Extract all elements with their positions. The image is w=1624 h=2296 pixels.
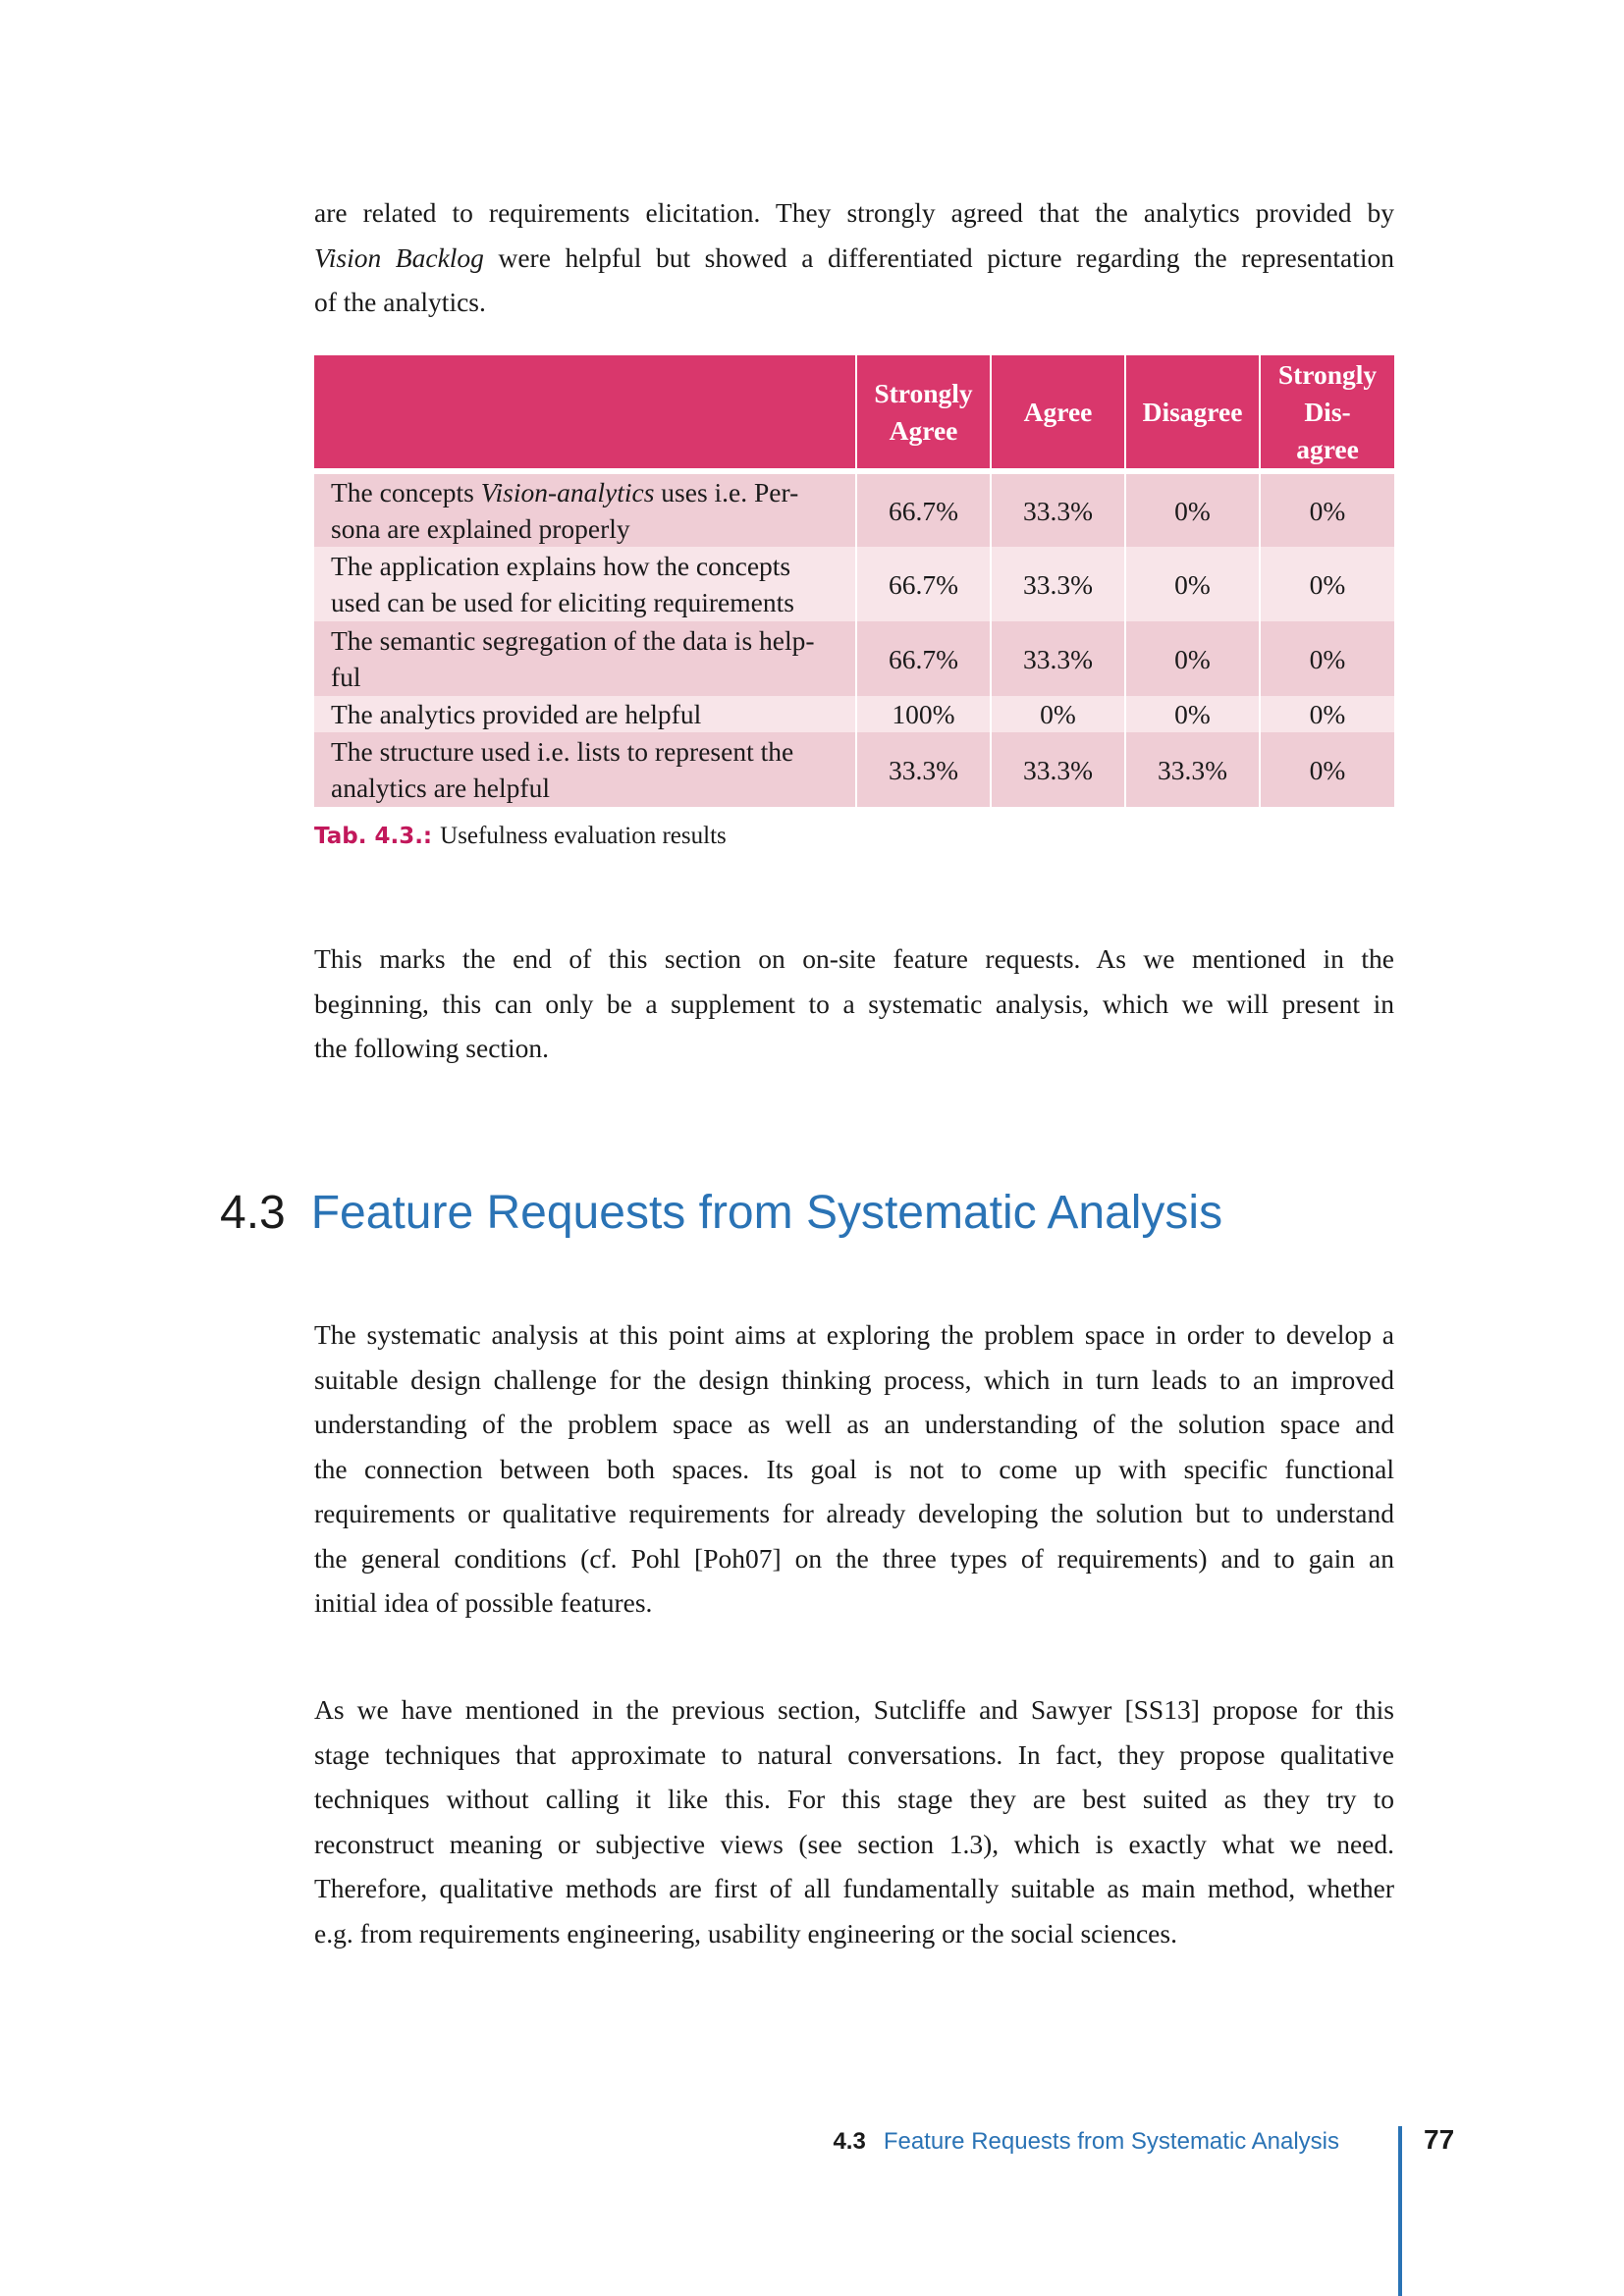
intro-line-2 (314, 236, 1394, 281)
cell-agree: 33.3% (991, 732, 1125, 807)
intro-emphasis: Vision Backlog (314, 241, 484, 273)
section-heading (220, 1184, 1222, 1243)
cell-agree: 33.3% (991, 547, 1125, 621)
header-disagree: Disagree (1125, 355, 1260, 471)
usefulness-table (314, 355, 1394, 807)
header-strongly-disagree: Strongly Dis- agree (1260, 355, 1394, 471)
cell-strongly-disagree: 0% (1260, 621, 1394, 696)
row-statement: The concepts Vision-analytics uses i.e. Per- sona are explained properly (314, 471, 856, 547)
paragraph-line: Therefore, qualitative methods are first of all fundamentally suitable as main method, whether (314, 1873, 1394, 1903)
intro-line-2-rest: were helpful but showed a differentiated picture regarding the representation (483, 241, 1395, 273)
table-row (314, 696, 1394, 732)
row-statement: The analytics provided are helpful (314, 696, 856, 732)
table-row (314, 471, 1394, 547)
paragraph-line: beginning, this can only be a supplement to a systematic analysis, which we will present in (314, 988, 1394, 1019)
paragraph-line: stage techniques that approximate to natural conversations. In fact, they propose qualitative (314, 1738, 1394, 1770)
row-statement: The application explains how the concepts used can be used for eliciting requirements (314, 547, 856, 621)
paragraph-line: The systematic analysis at this point aims at exploring the problem space in order to develop a (314, 1319, 1394, 1350)
cell-strongly-disagree: 0% (1260, 471, 1394, 547)
closing-paragraph (314, 936, 1394, 1071)
header-strongly-agree: Strongly Agree (856, 355, 991, 471)
cell-strongly-agree: 66.7% (856, 471, 991, 547)
paragraph-line: understanding of the problem space as well as an understanding of the solution space and (314, 1409, 1394, 1439)
cell-disagree: 33.3% (1125, 732, 1260, 807)
footer-section-number: 4.3 (833, 2128, 866, 2155)
paragraph-line: techniques without calling it like this. For this stage they are best suited as they try to (314, 1784, 1394, 1814)
table-header-row (314, 355, 1394, 471)
header-blank (314, 355, 856, 471)
table-row (314, 621, 1394, 696)
cell-agree: 0% (991, 696, 1125, 732)
footer-divider (1398, 2126, 1402, 2296)
paragraph-line: the following section. (314, 1033, 550, 1063)
systematic-analysis-paragraph (314, 1312, 1394, 1626)
running-footer (550, 2126, 1339, 2158)
cell-disagree: 0% (1125, 621, 1260, 696)
caption-text: Usefulness evaluation results (440, 823, 727, 849)
intro-line-1: are related to requirements elicitation. They strongly agreed that the analytics provided by (314, 197, 1394, 228)
cell-strongly-disagree: 0% (1260, 547, 1394, 621)
qualitative-methods-paragraph (314, 1687, 1394, 1955)
row-statement: The structure used i.e. lists to represent the analytics are helpful (314, 732, 856, 807)
paragraph-line: initial idea of possible features. (314, 1587, 653, 1618)
section-number: 4.3 (220, 1187, 286, 1239)
paragraph-line: suitable design challenge for the design thinking process, which in turn leads to an improved (314, 1363, 1394, 1395)
cell-agree: 33.3% (991, 471, 1125, 547)
row-statement: The semantic segregation of the data is help- ful (314, 621, 856, 696)
cell-strongly-agree: 66.7% (856, 547, 991, 621)
cell-disagree: 0% (1125, 547, 1260, 621)
paragraph-line: e.g. from requirements engineering, usability engineering or the social sciences. (314, 1917, 1177, 1949)
paragraph-line: As we have mentioned in the previous section, Sutcliffe and Sawyer [SS13] propose for this (314, 1694, 1394, 1725)
cell-strongly-agree: 66.7% (856, 621, 991, 696)
caption-label: Tab. 4.3.: (314, 824, 433, 849)
table-row (314, 547, 1394, 621)
paragraph-line: the connection between both spaces. Its goal is not to come up with specific functional (314, 1453, 1394, 1484)
page-number: 77 (1424, 2124, 1455, 2155)
intro-line-3: of the analytics. (314, 287, 486, 317)
cell-strongly-agree: 33.3% (856, 732, 991, 807)
paragraph-line: This marks the end of this section on on-site feature requests. As we mentioned in the (314, 943, 1394, 974)
intro-paragraph (314, 190, 1394, 325)
table-row (314, 732, 1394, 807)
paragraph-line: the general conditions (cf. Pohl [Poh07] on the three types of requirements) and to gain an (314, 1542, 1394, 1574)
cell-strongly-agree: 100% (856, 696, 991, 732)
cell-disagree: 0% (1125, 471, 1260, 547)
cell-strongly-disagree: 0% (1260, 732, 1394, 807)
header-agree: Agree (991, 355, 1125, 471)
cell-strongly-disagree: 0% (1260, 696, 1394, 732)
table-caption (314, 821, 727, 852)
section-title: Feature Requests from Systematic Analysis (310, 1187, 1223, 1239)
cell-disagree: 0% (1125, 696, 1260, 732)
paragraph-line: requirements or qualitative requirements for already developing the solution but to understand (314, 1498, 1394, 1528)
paragraph-line: reconstruct meaning or subjective views (see section 1.3), which is exactly what we need. (314, 1828, 1394, 1859)
cell-agree: 33.3% (991, 621, 1125, 696)
footer-section-title: Feature Requests from Systematic Analysis (883, 2128, 1339, 2155)
